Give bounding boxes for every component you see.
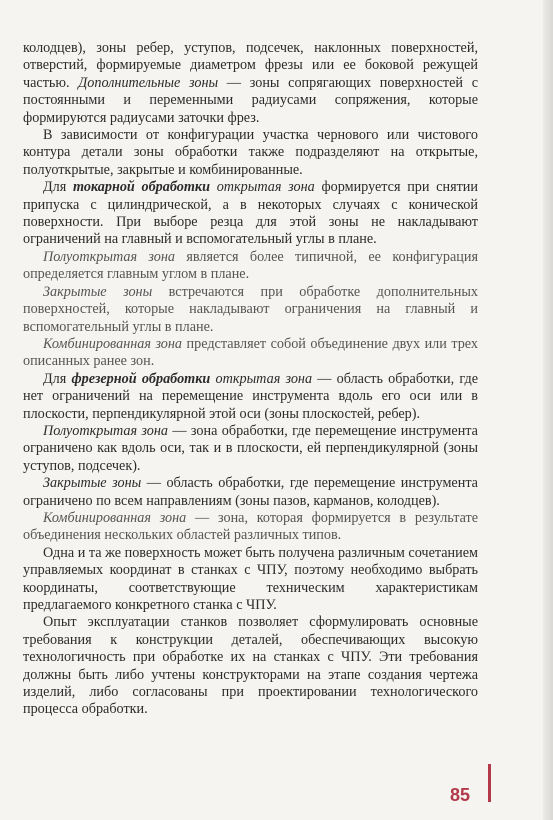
- text-run: встречаются при обработке дополнительных поверхностей, которые накладывают ограничения на главный и вспомогательный углы в плане.: [23, 283, 478, 335]
- paragraph-0: [23, 40, 478, 127]
- paragraph-8: [23, 475, 478, 510]
- term-italic: Полуоткрытая зона: [43, 422, 168, 439]
- text-run: Для: [43, 179, 73, 196]
- paragraph-10: Одна и та же поверхность может быть получена различным сочетанием управляемых координат в станках с ЧПУ, поэтому необходимо выбрать координаты, соответствующие техническим характеристикам предлагаемого конкретного станка с ЧПУ.: [23, 544, 478, 613]
- text-run: — зона, которая формируется в результате объединения нескольких областей различных типов.: [23, 509, 478, 544]
- text-run: — область обработки, где перемещение инструмента ограничено по всем направлениям (зоны пазов, карманов, колодцев).: [23, 475, 478, 509]
- text-run: колодцев), зоны ребер, уступов, подсечек, наклонных поверхностей, отверстий, формируемые диаметром фрезы или ее боковой режущей частью.: [23, 40, 478, 91]
- term-italic: Комбинированная зона: [43, 509, 187, 526]
- paragraph-3: [23, 249, 478, 284]
- paragraph-4: [23, 284, 478, 336]
- term-italic: Полуоткрытая зона: [43, 248, 176, 265]
- text-run: — зоны сопрягающих поверхностей с постоянными и переменными радиусами сопряжения, которые формируются радиусами заточки фрез.: [23, 74, 479, 126]
- text-run: — зона обработки, где перемещение инструмента ограничено как вдоль оси, так и в плоскости, ей перпендикулярной (зоны уступов, подсечек).: [23, 422, 478, 474]
- text-run: Для: [43, 370, 72, 387]
- text-run: [210, 179, 217, 195]
- term-bold-italic: фрезерной обработки: [71, 370, 211, 387]
- paragraph-11: Опыт эксплуатации станков позволяет сформулировать основные требования к конструкции деталей, обеспечивающих высокую технологичность при обработке их на станках с ЧПУ. Эти требования должны быть либо учтены конструкторами на этапе создания чертежа изделий, либо согласованы при проектировании технологического процесса обработки.: [23, 614, 478, 718]
- paragraph-9: [23, 510, 478, 545]
- paragraph-1: В зависимости от конфигурации участка чернового или чистового контура детали зоны обработки также подразделяют на открытые, полуоткрытые, закрытые и комбинированные.: [23, 127, 478, 178]
- text-run: представляет собой объединение двух или трех описанных ранее зон.: [23, 335, 478, 370]
- paragraph-7: [23, 423, 478, 475]
- page-edge-shadow: [543, 0, 553, 820]
- term-bold-italic: токарной обработки: [72, 179, 210, 196]
- page-number-rule: [488, 764, 491, 802]
- term-italic: Дополнительные зоны: [78, 74, 219, 91]
- page-number: 85: [450, 785, 471, 805]
- term-italic: Комбинированная зона: [43, 335, 183, 352]
- term-italic: Закрытые зоны: [43, 475, 142, 492]
- paragraph-2: [23, 179, 478, 249]
- text-run: является более типичной, ее конфигурация определяется главным углом в плане.: [23, 248, 478, 283]
- term-italic: открытая зона: [216, 179, 315, 196]
- text-run: — область обработки, где нет ограничений на перемещение инструмента вдоль его оси или в плоскости, перпендикулярной этой оси (зоны плоскостей, ребер).: [23, 370, 478, 422]
- term-italic: Закрытые зоны: [43, 283, 153, 300]
- text-run: формируется при снятии припуска с цилиндрической, а в некоторых случаях с конической поверхности. При выборе резца для этой зоны не накладывают ограничений на главный и вспомогательный углы в плане.: [23, 179, 478, 248]
- paragraph-5: [23, 336, 478, 371]
- paragraph-6: [23, 371, 478, 423]
- term-italic: открытая зона: [215, 370, 313, 387]
- body-text: [23, 40, 478, 719]
